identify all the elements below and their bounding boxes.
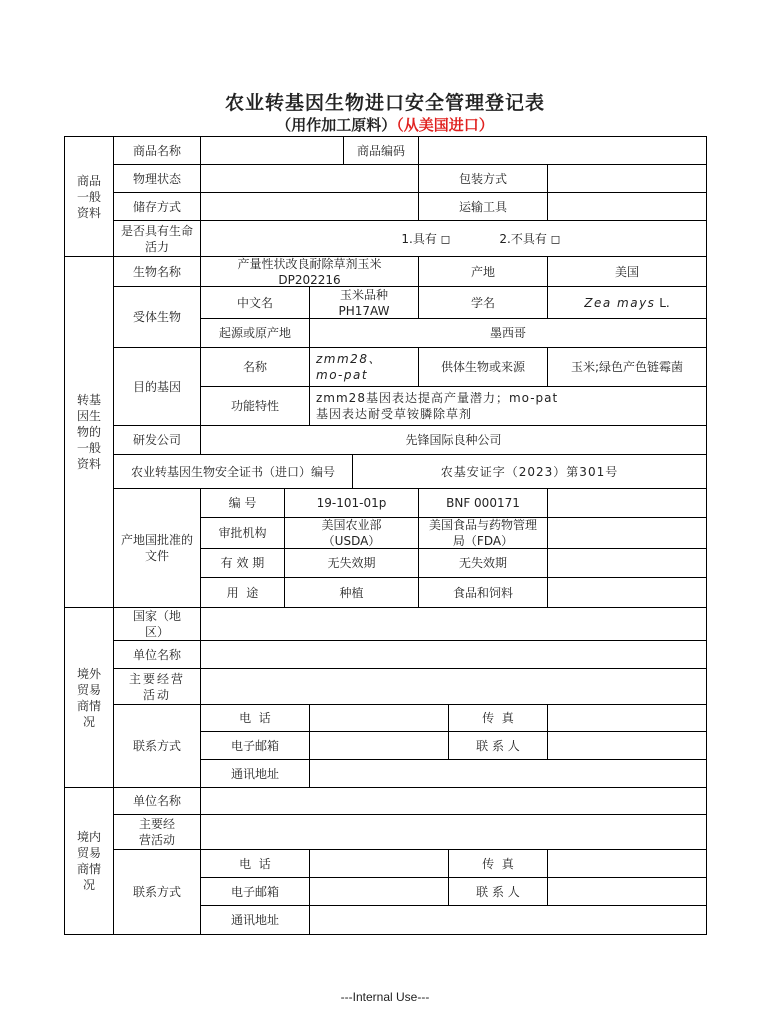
section-commodity-label: 商品一般资料 [76,173,101,220]
country-label: 国家（地区） [132,609,181,639]
approval-row-value1: 种植 [339,585,364,600]
domestic-address-label: 通讯地址 [230,913,279,927]
approval-row-value2: BNF 000171 [446,496,520,510]
foreign-email-label: 电子邮箱 [230,738,279,753]
foreign-person-label: 联 系 人 [476,738,520,753]
foreign-unit-label: 单位名称 [132,647,181,662]
sci-name-author: L. [655,295,670,310]
storage-input[interactable] [201,193,418,220]
viability-label: 是否具有生命活力 [120,223,193,254]
sci-name-label: 学名 [470,295,495,310]
bio-name-label: 生物名称 [132,264,181,279]
source-label: 起源或原产地 [218,326,291,340]
subtitle-main: （用作加工原料） [276,116,397,134]
domestic-email-label: 电子邮箱 [230,884,279,899]
foreign-phone-input[interactable] [310,705,448,731]
approval-row-label: 审批机构 [218,526,267,540]
commodity-name-input[interactable] [201,137,343,164]
viability-option-yes[interactable]: 1.具有 ◻ [401,231,451,246]
commodity-code-label: 商品编码 [356,143,405,158]
domestic-phone-label: 电 话 [239,856,271,871]
domestic-business-input[interactable] [201,815,706,849]
foreign-fax-label: 传 真 [482,711,514,725]
country-input[interactable] [201,608,706,640]
approval-row-value1: 无失效期 [327,556,376,570]
function-value: zmm28基因表达提高产量潜力；mo-pat基因表达耐受草铵膦除草剂 [316,391,559,421]
foreign-email-input[interactable] [310,732,448,759]
foreign-phone-label: 电 话 [239,711,271,725]
foreign-contact-label: 联系方式 [132,739,181,753]
developer-value: 先锋国际良种公司 [405,433,502,447]
page-title: 农业转基因生物进口安全管理登记表 [224,92,545,114]
bio-name-value: 产量性状改良耐除草剂玉米DP202216 [237,256,382,287]
commodity-code-input[interactable] [419,137,706,164]
domestic-person-label: 联 系 人 [476,884,520,899]
approval-row-value2: 美国食品与药物管理局（FDA） [428,518,537,548]
origin-label: 产地 [470,264,495,279]
domestic-unit-label: 单位名称 [132,794,181,808]
approval-row-label: 用 途 [226,585,259,600]
foreign-address-input[interactable] [310,760,706,787]
domestic-phone-input[interactable] [310,850,448,877]
domestic-fax-input[interactable] [548,850,706,877]
transport-input[interactable] [548,193,706,220]
domestic-business-label: 主要经营活动 [138,817,175,847]
approval-row-value2: 无失效期 [458,556,507,570]
approval-row-value1: 19-101-01p [316,496,387,510]
physical-state-label: 物理状态 [132,171,181,186]
sci-name-value [548,287,706,318]
developer-label: 研发公司 [132,433,181,447]
domestic-fax-label: 传 真 [482,856,514,871]
cn-name-value: 玉米品种PH17AW [338,287,390,318]
storage-label: 储存方式 [132,199,181,214]
section-foreign-trader-label: 境外贸易商情况 [76,666,101,729]
cert-label: 农业转基因生物安全证书（进口）编号 [130,464,335,479]
gene-name-value: zmm28、mo-pat [316,352,382,382]
subtitle-note: （从美国进口） [396,116,494,134]
approval-row-label: 编 号 [228,496,257,510]
foreign-business-label: 主要经营活动 [129,671,186,702]
physical-state-input[interactable] [201,165,418,192]
source-value: 墨西哥 [489,326,526,340]
cn-name-label: 中文名 [236,295,273,310]
domestic-person-input[interactable] [548,878,706,905]
donor-label: 供体生物或来源 [440,360,525,374]
footer-label: ---Internal Use--- [340,990,430,1004]
transport-label: 运输工具 [458,199,507,214]
gene-label: 目的基因 [132,379,181,394]
recipient-label: 受体生物 [132,310,181,324]
domestic-unit-input[interactable] [201,788,706,814]
foreign-address-label: 通讯地址 [230,766,279,781]
gene-name-label: 名称 [242,360,267,374]
approval-row-value2: 食品和饲料 [452,585,513,600]
foreign-fax-input[interactable] [548,705,706,731]
commodity-name-label: 商品名称 [132,143,181,158]
approval-row-value1: 美国农业部（USDA） [321,518,382,548]
section-domestic-trader-label: 境内贸易商情况 [76,830,101,892]
section-gmo-label: 转基因生物的一般资料 [76,393,101,471]
approval-label: 产地国批准的文件 [121,533,194,563]
origin-value: 美国 [614,264,639,279]
foreign-person-input[interactable] [548,732,706,759]
approval-row-label: 有 效 期 [220,556,265,570]
donor-value: 玉米;绿色产色链霉菌 [570,360,684,374]
domestic-address-input[interactable] [310,906,706,934]
foreign-unit-input[interactable] [201,641,706,668]
sci-name-italic: Zea mays [584,295,656,310]
foreign-business-input[interactable] [201,669,706,704]
package-input[interactable] [548,165,706,192]
package-label: 包装方式 [458,171,507,186]
cert-value: 农基安证字（2023）第301号 [440,464,619,479]
viability-option-no[interactable]: 2.不具有 ◻ [499,231,561,246]
domestic-contact-label: 联系方式 [132,885,181,899]
domestic-email-input[interactable] [310,878,448,905]
function-label: 功能特性 [230,399,279,413]
